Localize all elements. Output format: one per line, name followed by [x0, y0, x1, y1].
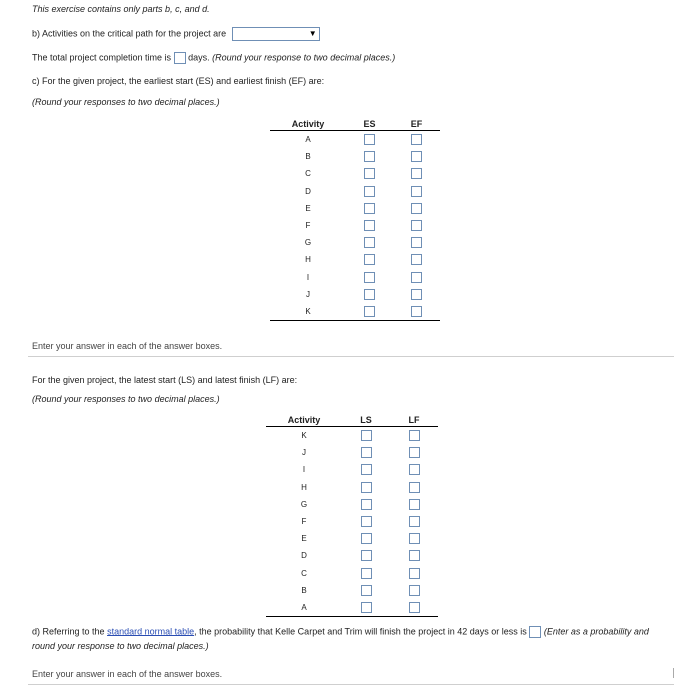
- activity-cell: B: [305, 152, 311, 162]
- input-cell: [390, 530, 438, 547]
- table-row: [266, 461, 438, 478]
- ls-lf-start-input[interactable]: [361, 585, 372, 596]
- input-cell: [393, 183, 440, 200]
- input-cell: [390, 513, 438, 530]
- activity-cell: F: [301, 517, 307, 527]
- es-ef-finish-input[interactable]: [411, 168, 422, 179]
- activity-cell: K: [301, 431, 307, 441]
- activity-cell: F: [305, 221, 311, 231]
- es-ef-start-input[interactable]: [364, 203, 375, 214]
- input-cell: [390, 496, 438, 513]
- ls-lf-start-input[interactable]: [361, 533, 372, 544]
- activity-cell: G: [300, 499, 308, 509]
- ls-header: LS: [342, 414, 390, 427]
- es-ef-finish-input[interactable]: [411, 254, 422, 265]
- activity-cell: D: [305, 186, 311, 196]
- table-row: [266, 547, 438, 564]
- table-row: [270, 303, 440, 321]
- table-row: [266, 444, 438, 461]
- ls-lf-start-input[interactable]: [361, 464, 372, 475]
- enter-answer-note: Enter your answer in each of the answer boxes.: [32, 341, 223, 351]
- footer-enter-note: Enter your answer in each of the answer boxes.: [32, 669, 223, 679]
- activity-cell: J: [302, 448, 306, 458]
- completion-hint: (Round your response to two decimal places.): [212, 52, 396, 63]
- input-cell: [346, 286, 393, 303]
- completion-time-input[interactable]: [174, 52, 186, 64]
- input-cell: [393, 269, 440, 286]
- input-cell: [390, 479, 438, 496]
- input-cell: [393, 131, 440, 149]
- ls-lf-finish-input[interactable]: [409, 550, 420, 561]
- ls-lf-start-input[interactable]: [361, 550, 372, 561]
- table-row: [266, 513, 438, 530]
- input-cell: [390, 427, 438, 445]
- input-cell: [346, 200, 393, 217]
- ls-lf-start-input[interactable]: [361, 499, 372, 510]
- es-ef-start-input[interactable]: [364, 168, 375, 179]
- ls-lf-start-input[interactable]: [361, 430, 372, 441]
- input-cell: [342, 565, 390, 582]
- es-ef-finish-input[interactable]: [411, 203, 422, 214]
- es-ef-finish-input[interactable]: [411, 220, 422, 231]
- activity-cell: D: [301, 551, 307, 561]
- activity-cell: C: [301, 568, 307, 578]
- table-row: [266, 427, 438, 445]
- input-cell: [346, 303, 393, 321]
- input-cell: [390, 565, 438, 582]
- input-cell: [342, 496, 390, 513]
- ls-lf-finish-input[interactable]: [409, 447, 420, 458]
- scroll-marker: [673, 668, 674, 678]
- input-cell: [346, 269, 393, 286]
- activity-cell: E: [301, 534, 307, 544]
- chevron-down-icon: ▼: [308, 29, 317, 38]
- input-cell: [390, 461, 438, 478]
- es-ef-finish-input[interactable]: [411, 134, 422, 145]
- es-ef-start-input[interactable]: [364, 186, 375, 197]
- critical-path-dropdown[interactable]: [232, 27, 320, 41]
- input-cell: [342, 479, 390, 496]
- completion-time-row: [32, 52, 395, 64]
- activity-cell: B: [301, 585, 307, 595]
- es-ef-table: [270, 118, 440, 321]
- es-ef-start-input[interactable]: [364, 272, 375, 283]
- input-cell: [342, 444, 390, 461]
- ls-lf-table: [266, 414, 438, 617]
- table-row: [270, 165, 440, 182]
- es-ef-start-input[interactable]: [364, 306, 375, 317]
- latest-hint: (Round your responses to two decimal places.): [32, 394, 220, 404]
- activity-header: Activity: [266, 414, 342, 427]
- input-cell: [342, 513, 390, 530]
- input-cell: [393, 217, 440, 234]
- standard-normal-table-link[interactable]: standard normal table: [107, 626, 195, 637]
- input-cell: [342, 427, 390, 445]
- ls-lf-finish-input[interactable]: [409, 516, 420, 527]
- table-row: [270, 200, 440, 217]
- part-c-hint: (Round your responses to two decimal places.): [32, 97, 220, 107]
- ls-lf-finish-input[interactable]: [409, 585, 420, 596]
- input-cell: [393, 165, 440, 182]
- input-cell: [390, 599, 438, 617]
- input-cell: [346, 217, 393, 234]
- table-row: [270, 217, 440, 234]
- activity-cell: A: [305, 135, 311, 145]
- part-b-label: b) Activities on the critical path for the project are: [32, 28, 227, 39]
- input-cell: [346, 251, 393, 268]
- input-cell: [393, 286, 440, 303]
- part-d-hint-line2: round your response to two decimal places.): [32, 641, 209, 651]
- part-d-middle: , the probability that Kelle Carpet and Trim will finish the project in 42 days or less is: [194, 626, 527, 637]
- input-cell: [342, 599, 390, 617]
- ls-lf-start-input[interactable]: [361, 602, 372, 613]
- ls-lf-finish-input[interactable]: [409, 430, 420, 441]
- es-ef-finish-input[interactable]: [411, 151, 422, 162]
- es-header: ES: [346, 118, 393, 131]
- activity-cell: E: [305, 203, 311, 213]
- ls-lf-start-input[interactable]: [361, 516, 372, 527]
- table-row: [270, 251, 440, 268]
- input-cell: [342, 582, 390, 599]
- activity-cell: H: [305, 255, 311, 265]
- table-row: [270, 148, 440, 165]
- activity-cell: A: [266, 599, 342, 617]
- table-row: [266, 496, 438, 513]
- input-cell: [342, 547, 390, 564]
- ls-lf-finish-input[interactable]: [409, 499, 420, 510]
- input-cell: [346, 131, 393, 149]
- activity-cell: K: [270, 303, 346, 321]
- input-cell: [346, 183, 393, 200]
- part-c-label: c) For the given project, the earliest start (ES) and earliest finish (EF) are:: [32, 76, 325, 86]
- table-row: [266, 479, 438, 496]
- es-ef-start-input[interactable]: [364, 237, 375, 248]
- part-d-row: [32, 626, 649, 638]
- input-cell: [346, 165, 393, 182]
- input-cell: [390, 582, 438, 599]
- es-ef-start-input[interactable]: [364, 151, 375, 162]
- input-cell: [393, 303, 440, 321]
- exercise-intro: This exercise contains only parts b, c, and d.: [32, 4, 210, 14]
- completion-suffix: days.: [188, 52, 210, 63]
- es-ef-finish-input[interactable]: [411, 289, 422, 300]
- es-ef-finish-input[interactable]: [411, 186, 422, 197]
- input-cell: [342, 530, 390, 547]
- table-row: [266, 582, 438, 599]
- table-row: [266, 565, 438, 582]
- es-ef-finish-input[interactable]: [411, 272, 422, 283]
- table-row: [270, 131, 440, 149]
- ls-lf-finish-input[interactable]: [409, 568, 420, 579]
- table-row: [270, 269, 440, 286]
- input-cell: [393, 200, 440, 217]
- activity-cell: J: [306, 289, 310, 299]
- es-ef-start-input[interactable]: [364, 254, 375, 265]
- part-b-critical-path-row: [32, 27, 320, 41]
- table-row: [266, 530, 438, 547]
- input-cell: [390, 547, 438, 564]
- input-cell: [346, 234, 393, 251]
- table-row: [270, 183, 440, 200]
- completion-prefix: The total project completion time is: [32, 52, 172, 63]
- latest-label: For the given project, the latest start (LS) and latest finish (LF) are:: [32, 375, 298, 385]
- ls-lf-finish-input[interactable]: [409, 482, 420, 493]
- activity-cell: G: [304, 238, 312, 248]
- input-cell: [342, 461, 390, 478]
- ls-lf-finish-input[interactable]: [409, 602, 420, 613]
- activity-cell: I: [302, 465, 306, 475]
- activity-header: Activity: [270, 118, 346, 131]
- lf-header: LF: [390, 414, 438, 427]
- bottom-divider: [28, 684, 674, 685]
- part-d-prefix: d) Referring to the: [32, 626, 105, 637]
- input-cell: [390, 444, 438, 461]
- es-ef-start-input[interactable]: [364, 134, 375, 145]
- part-d-hint: (Enter as a probability and: [543, 626, 649, 637]
- es-ef-finish-input[interactable]: [411, 237, 422, 248]
- es-ef-start-input[interactable]: [364, 289, 375, 300]
- activity-cell: I: [306, 272, 310, 282]
- ls-lf-start-input[interactable]: [361, 482, 372, 493]
- ls-lf-finish-input[interactable]: [409, 464, 420, 475]
- activity-cell: C: [305, 169, 311, 179]
- input-cell: [393, 251, 440, 268]
- ls-lf-start-input[interactable]: [361, 568, 372, 579]
- input-cell: [393, 148, 440, 165]
- input-cell: [346, 148, 393, 165]
- activity-cell: H: [301, 482, 307, 492]
- ls-lf-finish-input[interactable]: [409, 533, 420, 544]
- probability-input[interactable]: [529, 626, 541, 638]
- table-row: [270, 286, 440, 303]
- es-ef-start-input[interactable]: [364, 220, 375, 231]
- table-row: [266, 599, 438, 617]
- es-ef-finish-input[interactable]: [411, 306, 422, 317]
- table-row: [270, 234, 440, 251]
- divider: [28, 356, 674, 357]
- ef-header: EF: [393, 118, 440, 131]
- input-cell: [393, 234, 440, 251]
- ls-lf-start-input[interactable]: [361, 447, 372, 458]
